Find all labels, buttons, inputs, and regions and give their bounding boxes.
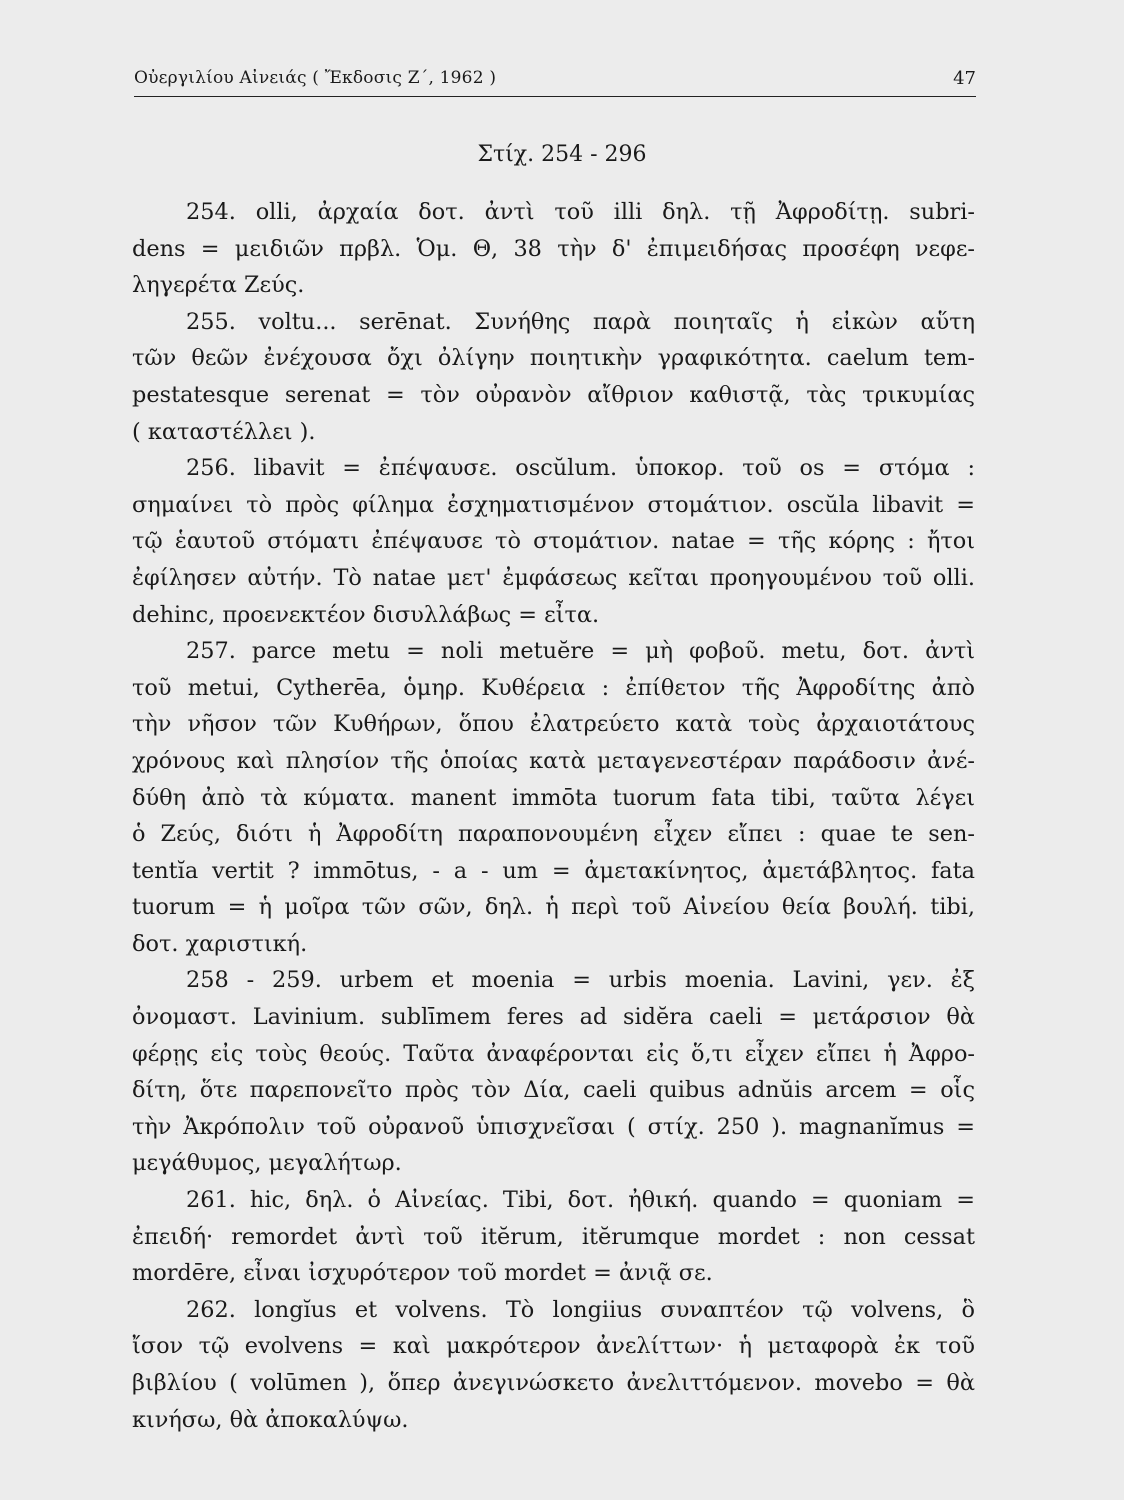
text-line: ἴσον τῷ evolvens = καὶ μακρότερον ἀνελίττων· ἡ μεταφορὰ ἐκ τοῦ <box>132 1333 975 1360</box>
text-line: τῷ ἑαυτοῦ στόματι ἐπέψαυσε τὸ στομάτιον. natae = τῆς κόρης : ἤτοι <box>132 528 975 555</box>
text-line: δοτ. χαριστική. <box>132 930 308 957</box>
text-line: τοῦ metui, Cytherēa, ὁμηρ. Κυθέρεια : ἐπίθετον τῆς Ἀφροδίτης ἀπὸ <box>132 674 975 701</box>
section-title: Στίχ. 254 - 296 <box>477 142 647 167</box>
text-line: κινήσω, θὰ ἀποκαλύψω. <box>132 1406 409 1433</box>
text-line: 262. longĭus et volvens. Τὸ longiius συναπτέον τῷ volvens, ὃ <box>186 1296 975 1323</box>
running-head: Οὐεργιλίου Αἰνειάς ( Ἔκδοσις Ζ΄, 1962 ) <box>134 68 497 88</box>
text-line: ὀνομαστ. Lavinium. sublīmem feres ad sidĕra caeli = μετάρσιον θὰ <box>132 1004 975 1031</box>
text-line: ληγερέτα Ζεύς. <box>132 272 305 299</box>
page-number: 47 <box>953 68 976 89</box>
text-line: μεγάθυμος, μεγαλήτωρ. <box>132 1150 402 1177</box>
text-line: tentĭa vertit ? immōtus, - a - um = ἀμετακίνητος, ἀμετάβλητος. fata <box>132 857 975 884</box>
text-line: τὴν Ἀκρόπολιν τοῦ οὐρανοῦ ὑπισχνεῖσαι ( στίχ. 250 ). magnanĭmus = <box>132 1113 975 1140</box>
text-line: δύθη ἀπὸ τὰ κύματα. manent immōta tuorum fata tibi, ταῦτα λέγει <box>132 784 975 811</box>
text-line: χρόνους καὶ πλησίον τῆς ὁποίας κατὰ μεταγενεστέραν παράδοσιν ἀνέ- <box>132 747 975 774</box>
text-line: τὴν νῆσον τῶν Κυθήρων, ὅπου ἐλατρεύετο κατὰ τοὺς ἀρχαιοτάτους <box>132 711 975 738</box>
text-line: ἐπειδή· remordet ἀντὶ τοῦ itĕrum, itĕrumque mordet : non cessat <box>132 1223 975 1250</box>
text-line: δίτη, ὅτε παρεπονεῖτο πρὸς τὸν Δία, caeli quibus adnŭis arcem = οἷς <box>132 1077 975 1104</box>
text-line: ἐφίλησεν αὐτήν. Τὸ natae μετ' ἐμφάσεως κεῖται προηγουμένου τοῦ olli. <box>132 564 975 591</box>
text-line: φέρῃς εἰς τοὺς θεούς. Ταῦτα ἀναφέρονται εἰς ὅ,τι εἶχεν εἴπει ἡ Ἀφρο- <box>132 1040 975 1067</box>
text-line: mordēre, εἶναι ἰσχυρότερον τοῦ mordet = ἀνιᾷ σε. <box>132 1260 713 1287</box>
text-line: 255. voltu... serēnat. Συνήθης παρὰ ποιηταῖς ἡ εἰκὼν αὕτη <box>186 308 975 335</box>
text-line: σημαίνει τὸ πρὸς φίλημα ἐσχηματισμένον στομάτιον. oscŭla libavit = <box>132 491 975 518</box>
text-line: τῶν θεῶν ἐνέχουσα ὄχι ὀλίγην ποιητικὴν γραφικότητα. caelum tem- <box>132 345 975 372</box>
commentary-text <box>132 194 975 1438</box>
text-line: ( καταστέλλει ). <box>132 418 316 445</box>
text-line: βιβλίου ( volūmen ), ὅπερ ἀνεγινώσκετο ἀνελιττόμενον. movebo = θὰ <box>132 1370 975 1396</box>
page-header <box>134 62 976 97</box>
text-line: 261. hic, δηλ. ὁ Αἰνείας. Tibi, δοτ. ἠθική. quando = quoniam = <box>186 1187 975 1214</box>
text-line: 256. libavit = ἐπέψαυσε. oscŭlum. ὑποκορ. τοῦ os = στόμα : <box>186 455 975 482</box>
text-line: ὁ Ζεύς, διότι ἡ Ἀφροδίτη παραπονουμένη εἶχεν εἴπει : quae te sen- <box>132 821 975 848</box>
text-line: tuorum = ἡ μοῖρα τῶν σῶν, δηλ. ἡ περὶ τοῦ Αἰνείου θεία βουλή. tibi, <box>132 894 975 921</box>
text-line: pestatesque serenat = τὸν οὐρανὸν αἴθριον καθιστᾷ, τὰς τρικυμίας <box>132 381 975 408</box>
text-line: 258 - 259. urbem et moenia = urbis moenia. Lavini, γεν. ἐξ <box>186 967 975 994</box>
text-line: dens = μειδιῶν πρβλ. Ὁμ. Θ, 38 τὴν δ' ἐπιμειδήσας προσέφη νεφε- <box>132 235 975 262</box>
text-line: 254. olli, ἀρχαία δοτ. ἀντὶ τοῦ illi δηλ. τῇ Ἀφροδίτῃ. subri- <box>186 199 975 225</box>
text-line: dehinc, προενεκτέον δισυλλάβως = εἶτα. <box>132 601 600 628</box>
text-line: 257. parce metu = noli metuĕre = μὴ φοβοῦ. metu, δοτ. ἀντὶ <box>186 638 975 665</box>
